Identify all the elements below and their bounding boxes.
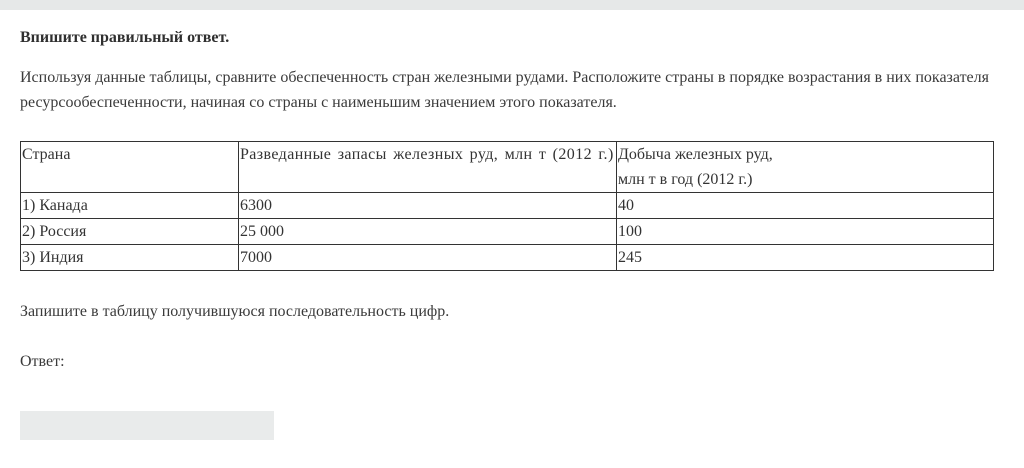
cell-reserves: 25 000 <box>239 219 617 245</box>
header-production-line2: млн т в год (2012 г.) <box>618 171 753 188</box>
record-instruction: Запишите в таблицу получившуюся последовательность цифр. <box>20 303 450 320</box>
cell-country: 2) Россия <box>21 219 239 245</box>
table-header-row <box>21 142 994 193</box>
cell-reserves: 6300 <box>239 193 617 219</box>
cell-production: 245 <box>617 245 994 271</box>
top-bar <box>0 0 1024 10</box>
table-row <box>21 219 994 245</box>
answer-label: Ответ: <box>20 353 65 370</box>
table-row <box>21 193 994 219</box>
task-question: Используя данные таблицы, сравните обеспеченность стран железными рудами. Расположите страны в порядке возрастания в них показателя ресурсообеспеченности, начиная со страны с наименьшим значением этого показателя. <box>20 69 989 111</box>
header-reserves: Разведанные запасы железных руд, млн т (2012 г.) <box>239 142 617 193</box>
task-instruction: Впишите правильный ответ. <box>20 29 230 46</box>
header-country: Страна <box>21 142 239 193</box>
header-production <box>617 142 994 193</box>
task-content <box>20 26 1004 370</box>
cell-production: 100 <box>617 219 994 245</box>
answer-input[interactable] <box>20 411 274 440</box>
cell-country: 1) Канада <box>21 193 239 219</box>
data-table <box>20 141 994 271</box>
header-production-line1: Добыча железных руд, <box>618 146 773 163</box>
cell-reserves: 7000 <box>239 245 617 271</box>
cell-production: 40 <box>617 193 994 219</box>
table-row <box>21 245 994 271</box>
cell-country: 3) Индия <box>21 245 239 271</box>
